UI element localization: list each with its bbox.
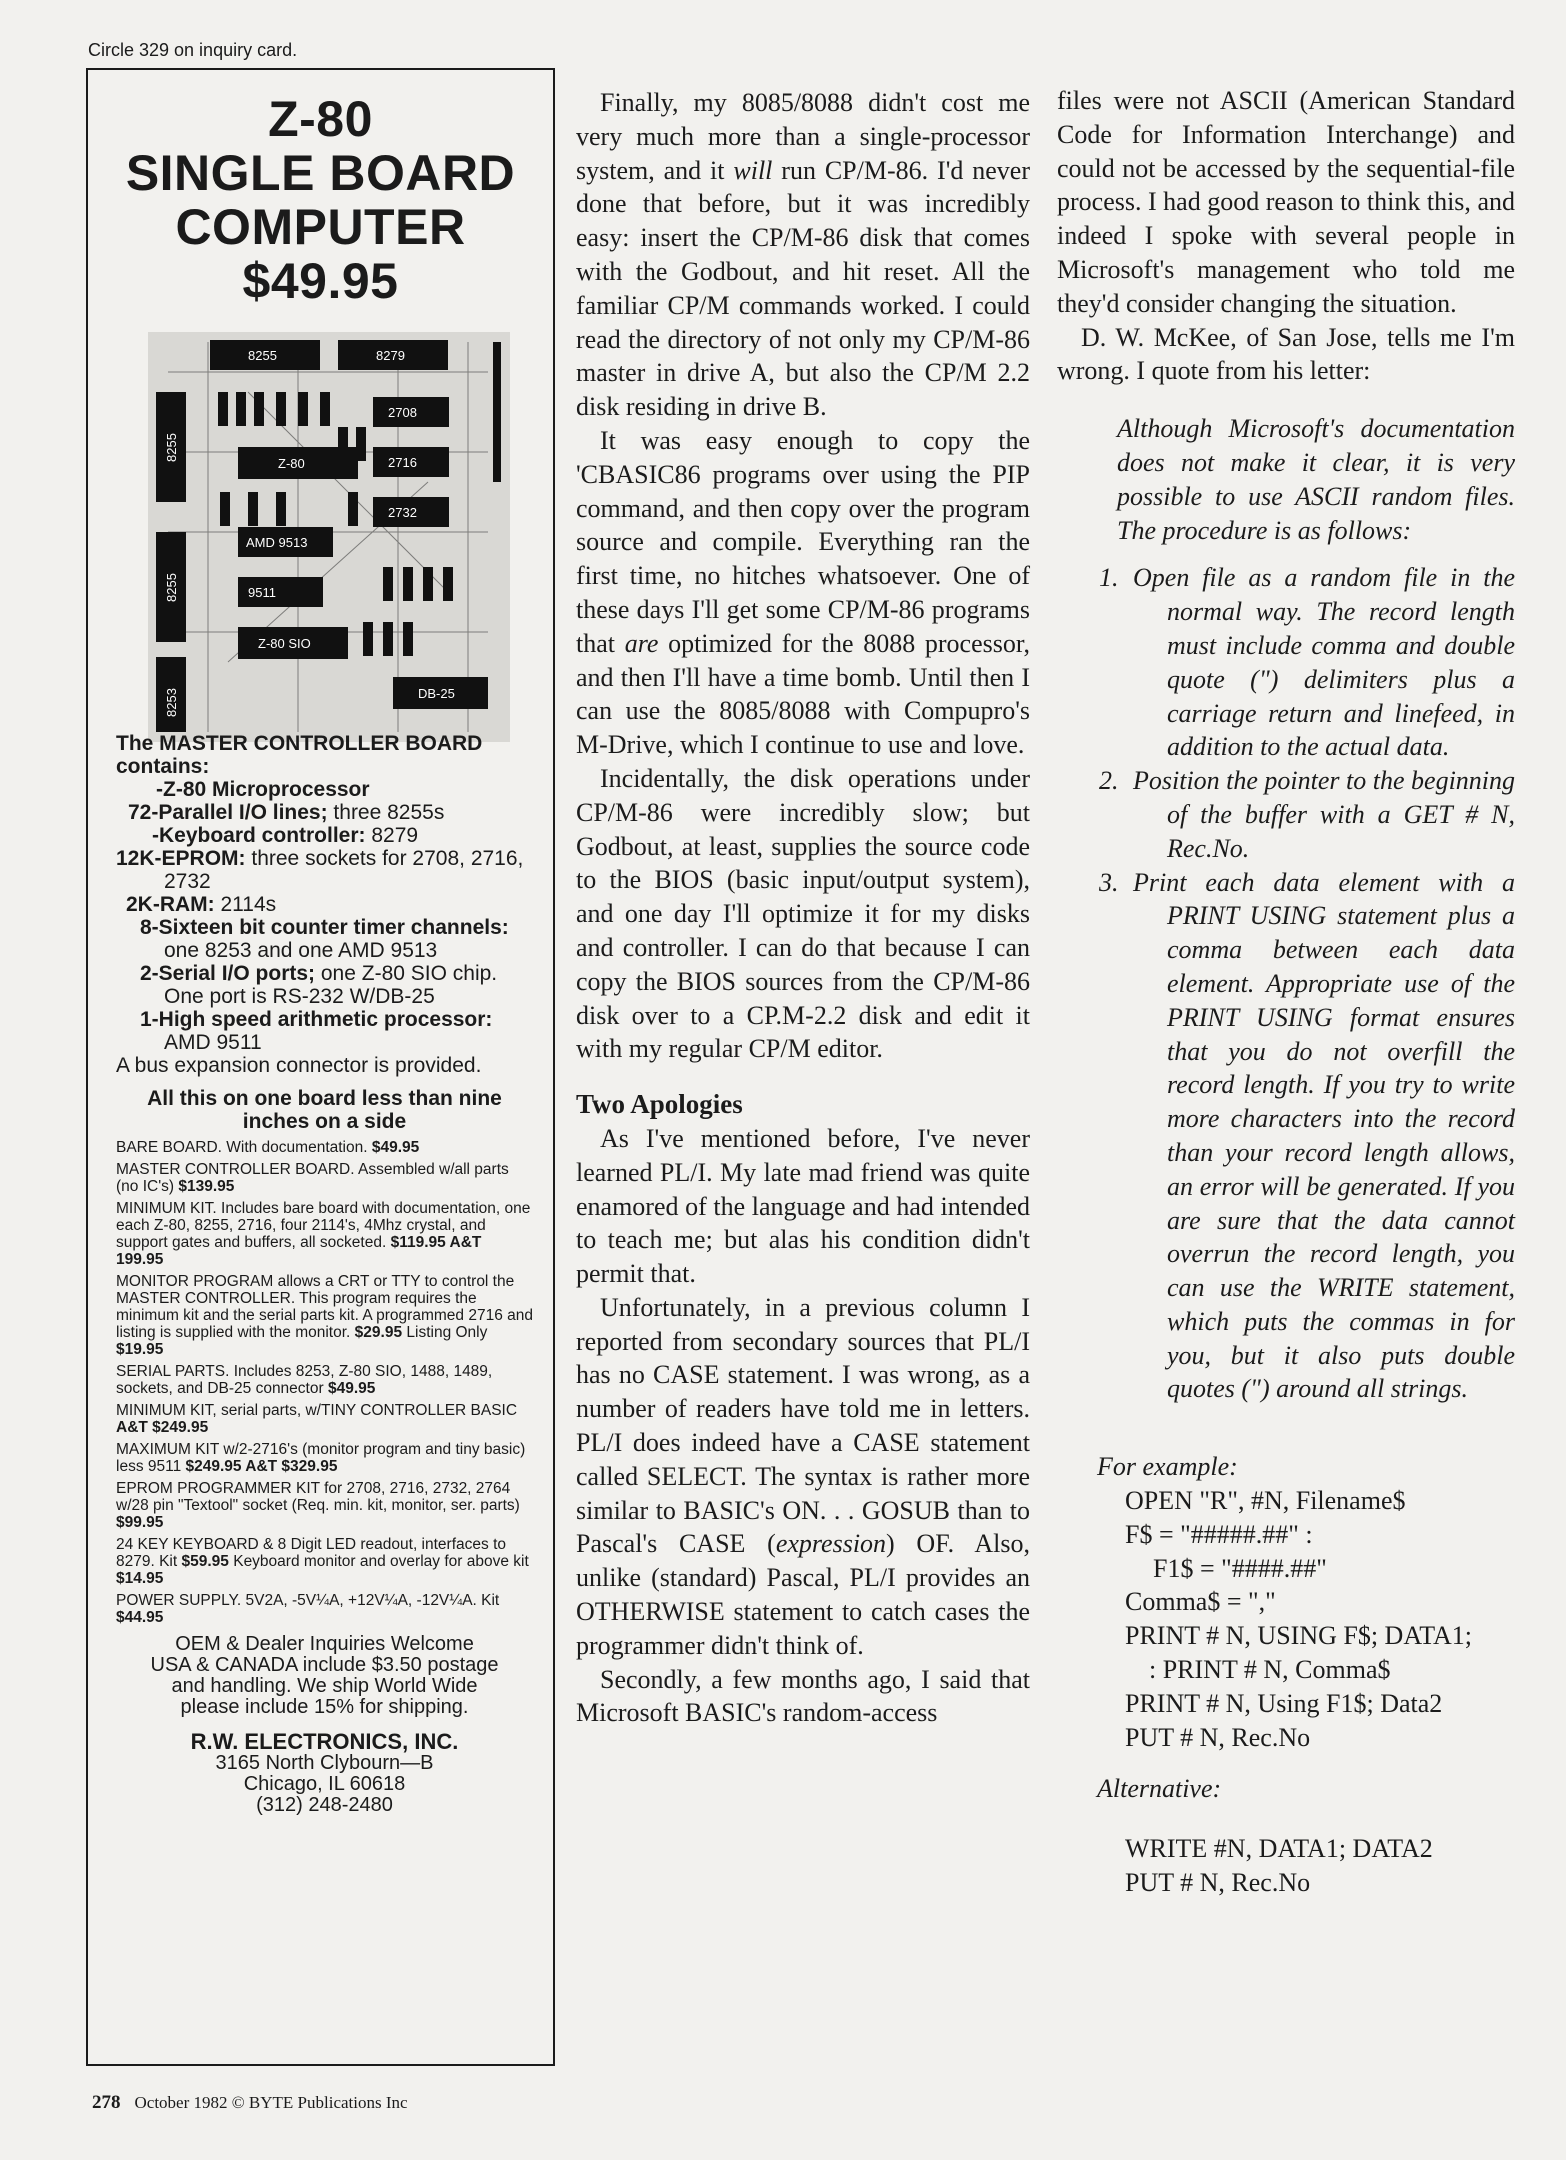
code-line: F1$ = "####.##" bbox=[1153, 1553, 1327, 1583]
chip-label: 9511 bbox=[248, 585, 276, 600]
paragraph: As I've mentioned before, I've never learned PL/I. My late mad friend was quite enamored of the language and had intended to teach me; but alas his condition didn't permit that. bbox=[576, 1123, 1030, 1289]
alternative-label: Alternative: bbox=[1097, 1774, 1222, 1804]
ad-tagline: All this on one board less than nine inches on a side bbox=[147, 1087, 502, 1133]
code-line: : PRINT # N, Comma$ bbox=[1149, 1655, 1391, 1685]
code-line: Comma$ = "," bbox=[1125, 1587, 1276, 1617]
company-address bbox=[116, 1753, 533, 1816]
paragraph: Finally, my 8085/8088 didn't cost me very much more than a single-processor system, and it will run CP/M-86. I'd never done that before, but it was incredibly easy: insert the CP/M-86 disk that comes with the Godbout, and hit reset. All the familiar CP/M commands worked. I could read the directory of not only my CP/M-86 master in drive A, but also the CP/M 2.2 disk residing in drive B. bbox=[576, 88, 1031, 422]
chip-label: 8279 bbox=[376, 348, 405, 363]
footer-credit: October 1982 © BYTE Publications Inc bbox=[134, 2093, 408, 2112]
procedure-step: 3. Print each data element with a PRINT USING statement plus a comma between each data element. Appropriate use of the PRINT USING format ensures that you do not overfill the record length. If you try to write more characters into the record than your record length allows, an error will be generated. If you are sure that the data cannot overrun the record length, you can use the WRITE statement, which puts the commas in for you, but it also puts double quotes (") around all strings. bbox=[1099, 867, 1515, 1404]
circuit-board-photo bbox=[148, 332, 510, 742]
chip-label: 8255 bbox=[164, 433, 179, 462]
address-line: 3165 North Clybourn—B bbox=[215, 1752, 434, 1774]
article-column-right bbox=[1057, 84, 1515, 1900]
price-item: MINIMUM KIT, serial parts, w/TINY CONTROLLER BASIC A&T $249.95 bbox=[116, 1402, 518, 1436]
chip-label: Z-80 SIO bbox=[258, 636, 311, 651]
spec-item: The MASTER CONTROLLER BOARD contains: bbox=[116, 732, 483, 778]
code-line: WRITE #N, DATA1; DATA2 bbox=[1125, 1834, 1433, 1864]
headline-line: Z-80 bbox=[268, 91, 373, 147]
chip-label: 8255 bbox=[248, 348, 277, 363]
price-item: MASTER CONTROLLER BOARD. Assembled w/all parts (no IC's) $139.95 bbox=[116, 1161, 509, 1195]
chip-label: 2708 bbox=[388, 405, 417, 420]
price-item: POWER SUPPLY. 5V2A, -5V¼A, +12V¼A, -12V¼A. Kit $44.95 bbox=[116, 1592, 500, 1626]
price-item: SERIAL PARTS. Includes 8253, Z-80 SIO, 1488, 1489, sockets, and DB-25 connector $49.95 bbox=[116, 1363, 493, 1397]
spec-item: 72-Parallel I/O lines; three 8255s bbox=[128, 801, 445, 824]
address-line: Chicago, IL 60618 bbox=[243, 1773, 406, 1795]
chip-label: DB-25 bbox=[418, 686, 455, 701]
chip-label: 2716 bbox=[388, 455, 417, 470]
page-footer bbox=[92, 2092, 408, 2114]
oem-line: OEM & Dealer Inquiries Welcome bbox=[175, 1633, 474, 1655]
spec-item: -Z-80 Microprocessor bbox=[156, 778, 370, 801]
ad-body bbox=[116, 732, 533, 1816]
chip-label: 2732 bbox=[388, 505, 417, 520]
paragraph: Secondly, a few months ago, I said that Microsoft BASIC's random-access bbox=[576, 1664, 1030, 1728]
headline-price: $49.95 bbox=[242, 253, 399, 309]
example-label: For example: bbox=[1097, 1452, 1238, 1482]
price-item: MINIMUM KIT. Includes bare board with documentation, one each Z-80, 8255, 2716, four 2114's, 4Mhz crystal, and support gates and buffers, all socketed. $119.95 A&T 199.95 bbox=[116, 1200, 531, 1268]
code-line: PUT # N, Rec.No bbox=[1125, 1868, 1311, 1898]
oem-line: please include 15% for shipping. bbox=[180, 1696, 469, 1718]
inquiry-card-note: Circle 329 on inquiry card. bbox=[88, 40, 298, 60]
chip-label: 8253 bbox=[164, 688, 179, 717]
code-line: OPEN "R", #N, Filename$ bbox=[1125, 1486, 1406, 1516]
procedure-step: 1. Open file as a random file in the normal way. The record length must include comma and double quote (") delimiters plus a carriage return and linefeed, in addition to the actual data. bbox=[1099, 563, 1515, 762]
advertisement bbox=[86, 68, 555, 2066]
paragraph: files were not ASCII (American Standard Code for Information Interchange) and could not be accessed by the sequential-file process. I had good reason to think this, and indeed I spoke with several people in Microsoft's management who told me they'd consider changing the situation. bbox=[1057, 86, 1515, 318]
ad-oem-note bbox=[116, 1634, 533, 1718]
spec-item: A bus expansion connector is provided. bbox=[116, 1054, 482, 1077]
spec-item: 12K-EPROM: three sockets for 2708, 2716, 2732 bbox=[116, 847, 524, 893]
price-item: MONITOR PROGRAM allows a CRT or TTY to control the MASTER CONTROLLER. This program requires the minimum kit and the serial parts kit. A programmed 2716 and listing is supplied with the monitor. $29.95 Listing Only $19.95 bbox=[116, 1273, 533, 1358]
code-line: PUT # N, Rec.No bbox=[1125, 1722, 1311, 1752]
code-line: PRINT # N, Using F1$; Data2 bbox=[1125, 1688, 1443, 1718]
chip-label: AMD 9513 bbox=[246, 535, 308, 550]
spec-item: 8-Sixteen bit counter timer channels: one 8253 and one AMD 9513 bbox=[140, 916, 509, 962]
price-item: 24 KEY KEYBOARD & 8 Digit LED readout, interfaces to 8279. Kit $59.95 Keyboard monitor and overlay for above kit $14.95 bbox=[116, 1536, 529, 1587]
letter-quote: Although Microsoft's documentation does not make it clear, it is very possible to use ASCII random files. The procedure is as follows: bbox=[1117, 414, 1515, 545]
ad-headline bbox=[88, 92, 553, 308]
chip-label: Z-80 bbox=[278, 456, 305, 471]
paragraph: Unfortunately, in a previous column I reported from secondary sources that PL/I has no CASE statement. I was wrong, as a number of readers have told me in letters. PL/I does indeed have a CASE statement called SELECT. The syntax is rather more similar to BASIC's ON. . . GOSUB than to Pascal's CASE (expression) OF. Also, unlike (standard) Pascal, PL/I provides an OTHERWISE statement to catch cases the programmer didn't think of. bbox=[576, 1292, 1031, 1660]
oem-line: and handling. We ship World Wide bbox=[171, 1675, 478, 1697]
spec-item: 1-High speed arithmetic processor: AMD 9511 bbox=[140, 1008, 493, 1054]
page-number: 278 bbox=[92, 2092, 121, 2113]
paragraph: It was easy enough to copy the 'CBASIC86 programs over using the PIP command, and then copy over the program source and compile. Everything ran the first time, no hitches whatsoever. One of these days I'll get some CP/M-86 programs that are optimized for the 8088 processor, and then I'll have a time bomb. Until then I can use the 8085/8088 with Compupro's M-Drive, which I continue to use and love. bbox=[576, 425, 1030, 760]
spec-item: -Keyboard controller: 8279 bbox=[152, 824, 419, 847]
headline-line: SINGLE BOARD bbox=[125, 145, 516, 201]
spec-item: 2K-RAM: 2114s bbox=[126, 893, 277, 916]
chip-label: 8255 bbox=[164, 573, 179, 602]
company-name: R.W. ELECTRONICS, INC. bbox=[190, 1729, 459, 1754]
paragraph: Incidentally, the disk operations under CP/M-86 were incredibly slow; but Godbout, at least, supplies the source code to the BIOS (basic input/output system), and one day I'll optimize it for my disks and controller. I can do that because I can copy the BIOS sources from the CP/M-86 disk over to a CP.M-2.2 disk and edit it with my regular CP/M editor. bbox=[576, 763, 1030, 1064]
section-heading: Two Apologies bbox=[576, 1089, 743, 1120]
paragraph: D. W. McKee, of San Jose, tells me I'm wrong. I quote from his letter: bbox=[1057, 322, 1515, 386]
code-line: F$ = "#####.##" : bbox=[1125, 1519, 1313, 1549]
price-item: MAXIMUM KIT w/2-2716's (monitor program and tiny basic) less 9511 $249.95 A&T $329.95 bbox=[116, 1441, 526, 1475]
code-line: PRINT # N, USING F$; DATA1; bbox=[1125, 1621, 1473, 1651]
price-item: EPROM PROGRAMMER KIT for 2708, 2716, 2732, 2764 w/28 pin "Textool" socket (Req. min. kit, monitor, ser. parts) $99.95 bbox=[116, 1480, 520, 1531]
article-column-middle bbox=[576, 86, 1030, 1730]
phone-number: (312) 248-2480 bbox=[256, 1794, 393, 1816]
oem-line: USA & CANADA include $3.50 postage bbox=[150, 1654, 499, 1676]
price-item: BARE BOARD. With documentation. $49.95 bbox=[116, 1139, 420, 1156]
spec-item: 2-Serial I/O ports; one Z-80 SIO chip. One port is RS-232 W/DB-25 bbox=[140, 962, 498, 1008]
procedure-step: 2. Position the pointer to the beginning of the buffer with a GET # N, Rec.No. bbox=[1099, 766, 1516, 863]
headline-line: COMPUTER bbox=[175, 199, 466, 255]
